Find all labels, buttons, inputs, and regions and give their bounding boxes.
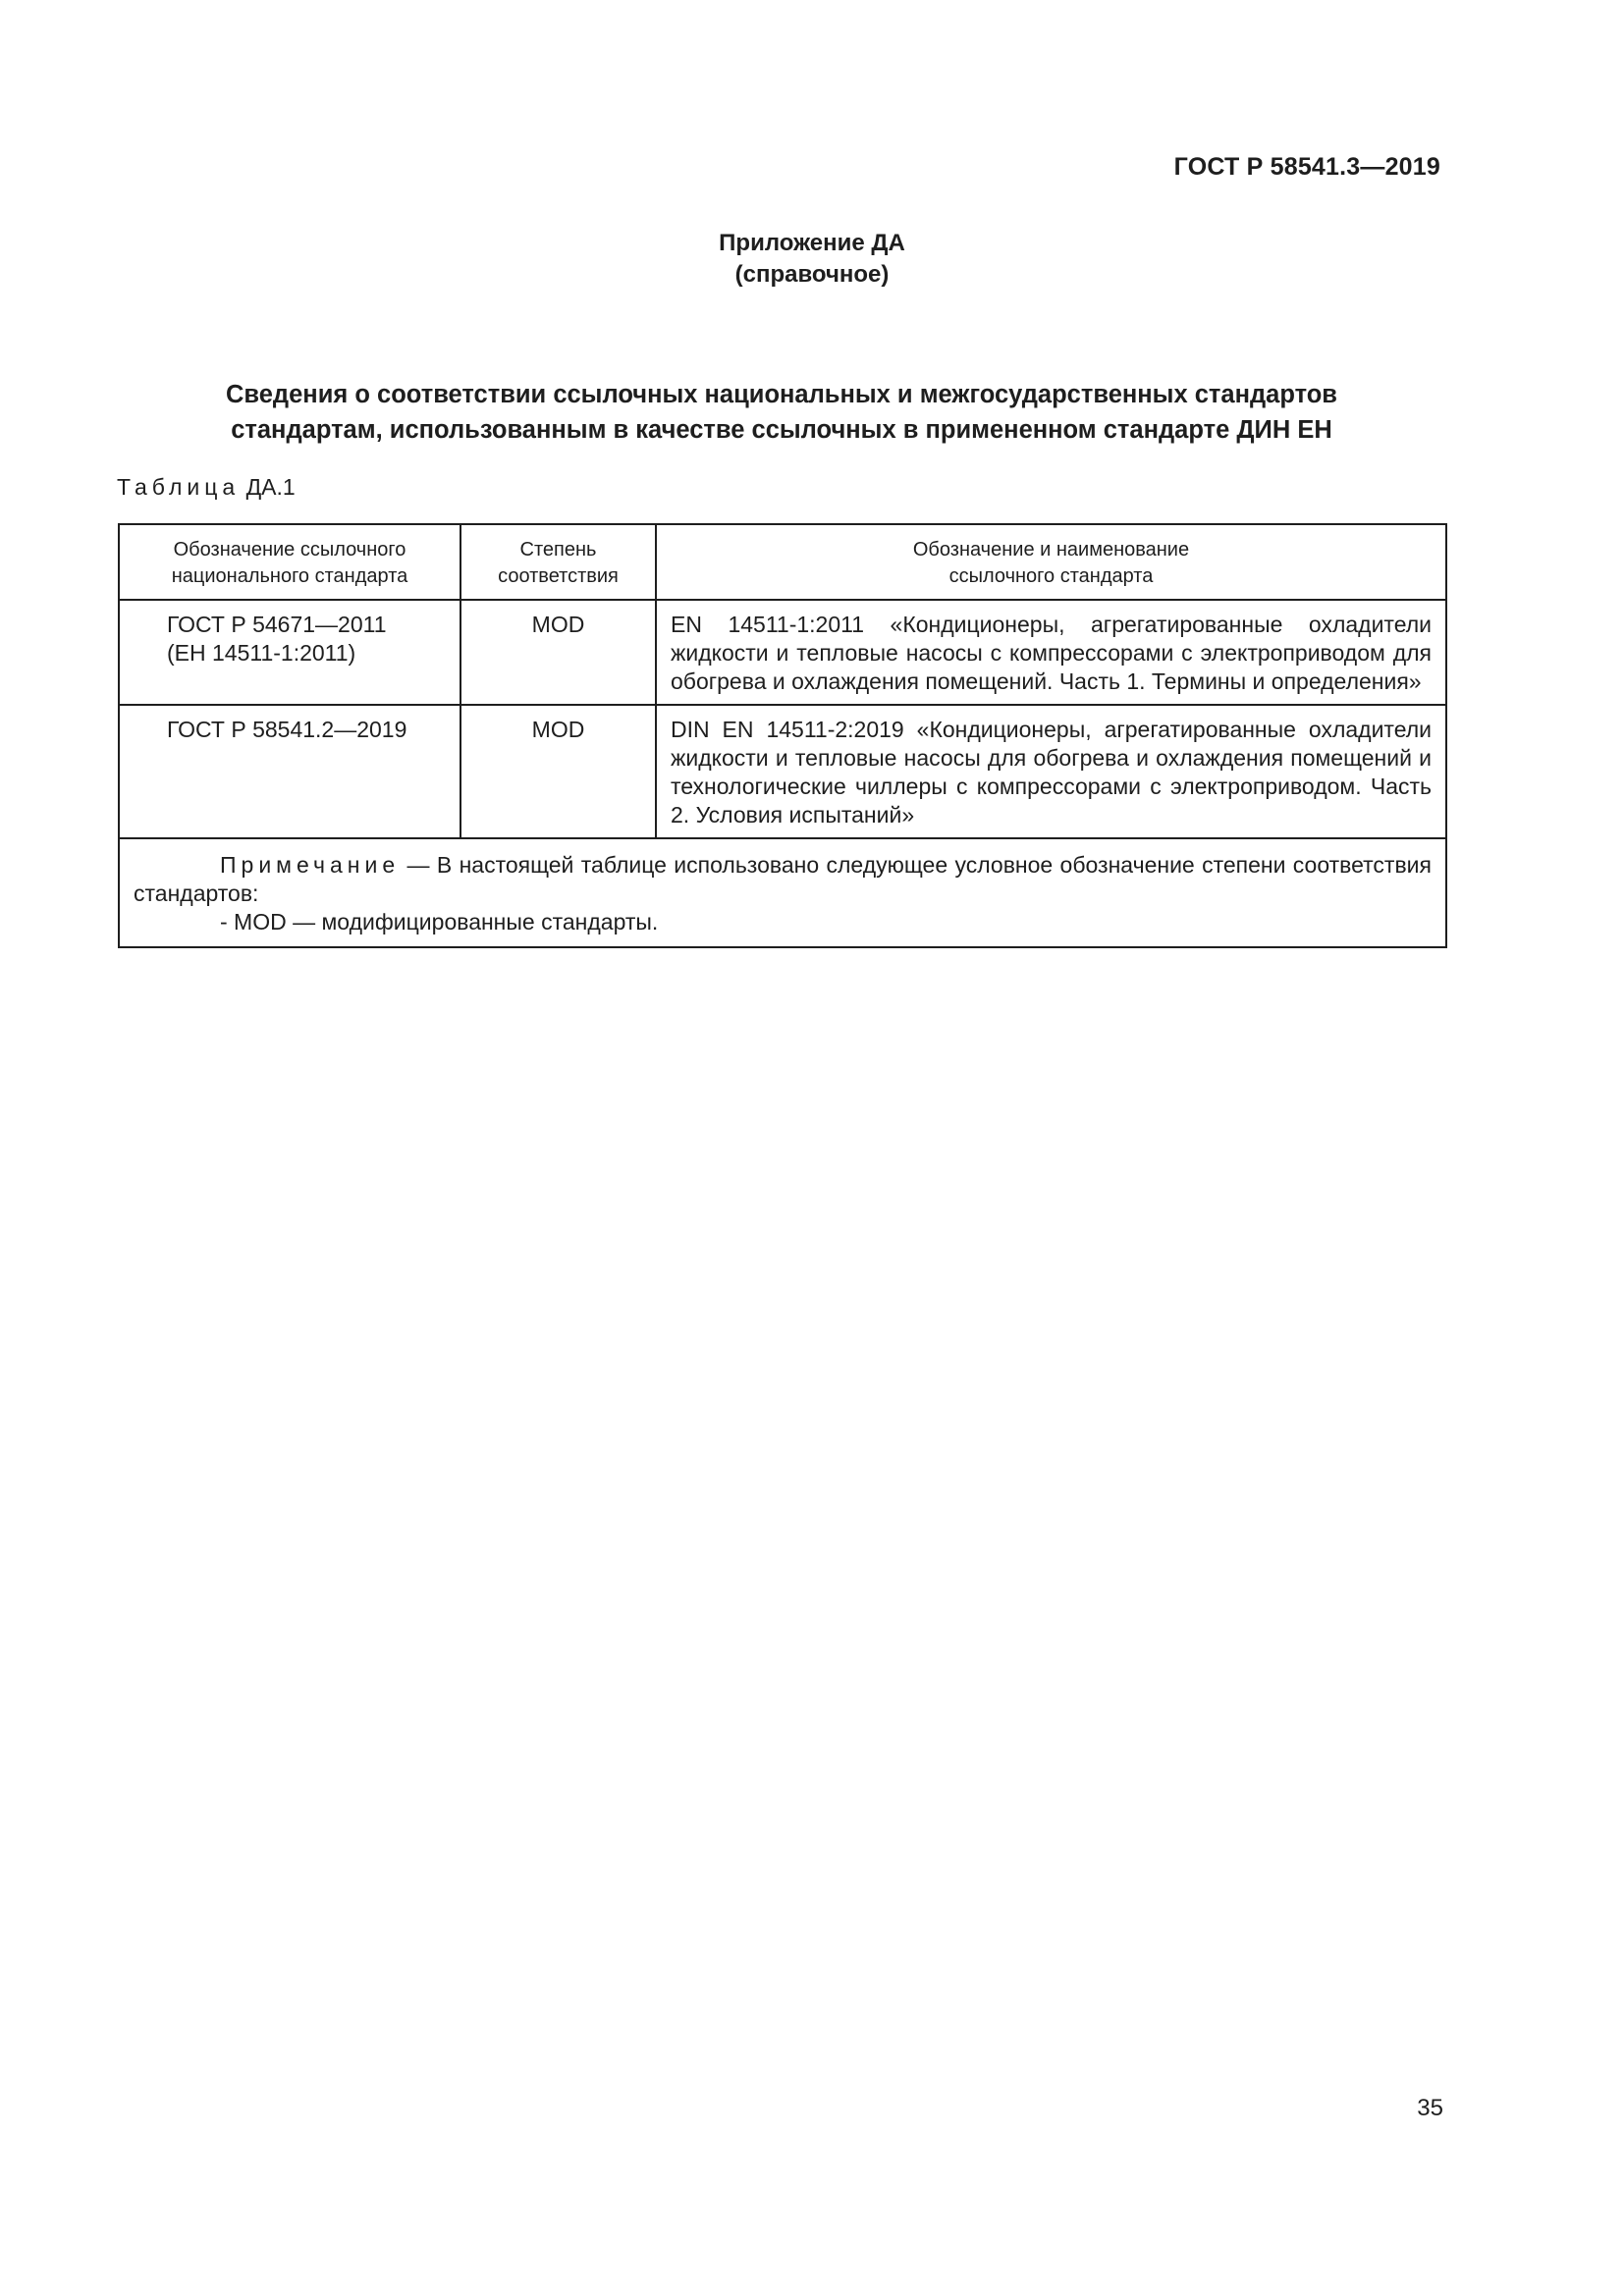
header-national-standard: Обозначение ссылочного национального стандарта [119,524,460,600]
table-label [117,474,296,501]
section-title-line-1: Сведения о соответствии ссылочных национальных и межгосударственных стандартов [226,381,1337,408]
degree-cell: MOD [460,600,656,705]
note-label: Примечание [220,852,401,878]
header-degree: Степень соответствия [460,524,656,600]
national-standard-cell: ГОСТ Р 58541.2—2019 [119,705,460,838]
reference-standard-cell: EN 14511-1:2011 «Кондиционеры, агрегатированные охладители жидкости и тепловые насосы с компрессорами с электроприводом для обогрева и охлаждения помещений. Часть 1. Термины и определения» [656,600,1446,705]
table-note-row [119,838,1446,947]
appendix-subtitle: (справочное) [734,261,890,288]
table-label-word: Таблица [117,474,241,500]
standards-correspondence-table [118,523,1447,948]
table-row [119,600,1446,705]
national-standard-cell: ГОСТ Р 54671—2011 (ЕН 14511-1:2011) [119,600,460,705]
appendix-heading [0,228,1624,291]
table-row [119,705,1446,838]
appendix-title: Приложение ДА [719,230,905,256]
degree-cell: MOD [460,705,656,838]
note-item: - MOD — модифицированные стандарты. [220,909,659,934]
table-label-number: ДА.1 [245,474,296,500]
header-reference-standard: Обозначение и наименование ссылочного стандарта [656,524,1446,600]
section-title-line-2: стандартам, использованным в качестве ссылочных в примененном стандарте ДИН ЕН [231,416,1332,444]
page-number: 35 [1417,2095,1443,2121]
table-note [119,838,1446,947]
reference-standard-cell: DIN EN 14511-2:2019 «Кондиционеры, агрегатированные охладители жидкости и тепловые насосы для обогрева и охлаждения помещений и технологические чиллеры с компрессорами с электроприводом. Часть 2. Условия испытаний» [656,705,1446,838]
document-id-header: ГОСТ Р 58541.3—2019 [1173,153,1440,181]
section-title [118,377,1445,448]
table-header-row [119,524,1446,600]
note-text: — В настоящей таблице использовано следующее условное обозначение степени соответствия стандартов: [134,852,1432,906]
